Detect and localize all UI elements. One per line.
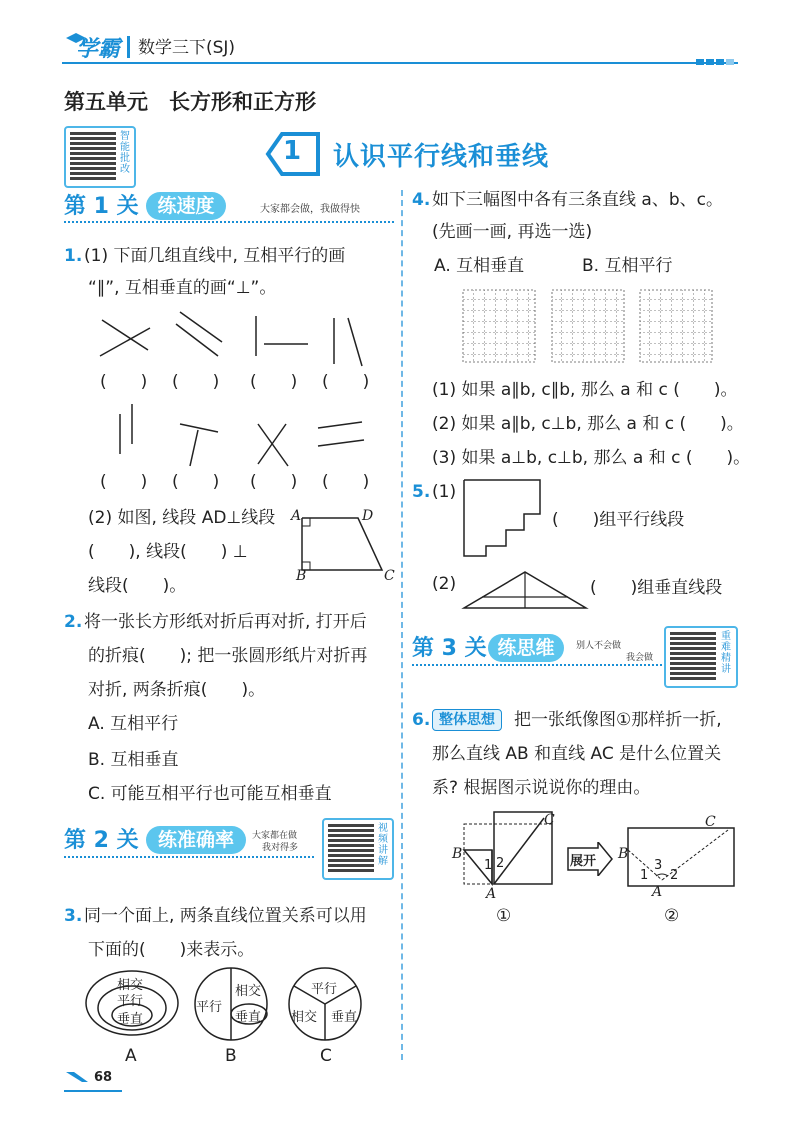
q3-line1: 同一个面上, 两条直线位置关系可以用 — [84, 906, 367, 926]
q1-fig6-line-a — [180, 424, 218, 432]
level-3-underline — [412, 664, 662, 666]
q3-number: 3. — [64, 906, 83, 926]
q3-a-word-2: 平行 — [117, 994, 144, 1009]
q4-number: 4. — [412, 190, 431, 210]
level-2-slogan-1: 大家都在做 — [252, 831, 298, 841]
q6-folded-figure — [448, 808, 558, 898]
q3-c-word-3: 垂直 — [331, 1010, 358, 1025]
q3-a-word-1: 相交 — [117, 978, 144, 993]
q6-number: 6. — [412, 710, 431, 730]
q4-item-2: (2) 如果 a∥b, c⊥b, 那么 a 和 c ( )。 — [432, 414, 744, 434]
q5-staircase-figure — [462, 478, 542, 558]
q1-answer-blank[interactable]: ( ) — [250, 472, 298, 492]
lesson-number: 1 — [283, 136, 302, 166]
label-A: A — [291, 508, 302, 524]
label-C: C — [384, 568, 395, 584]
q2-line3: 对折, 两条折痕( )。 — [88, 680, 266, 700]
level-2-slogan-2: 我对得多 — [262, 843, 299, 853]
q3-b-word-1: 平行 — [196, 1000, 223, 1015]
q1-number: 1. — [64, 246, 83, 266]
lesson-title: 认识平行线和垂线 — [333, 142, 550, 172]
q2-option-a[interactable]: A. 互相平行 — [88, 714, 179, 734]
grid-2[interactable] — [552, 290, 624, 362]
q2-option-b[interactable]: B. 互相垂直 — [88, 750, 179, 770]
q4-option-b[interactable]: B. 互相平行 — [582, 256, 673, 276]
q3-c-word-2: 相交 — [291, 1010, 318, 1025]
q1-line2: “∥”, 互相垂直的画“⊥”。 — [88, 278, 277, 298]
q1-fig8-line-a — [318, 422, 362, 428]
q3-line2: 下面的( )来表示。 — [88, 940, 255, 960]
label-B: B — [296, 568, 307, 584]
q4-item-1: (1) 如果 a∥b, c∥b, 那么 a 和 c ( )。 — [432, 380, 738, 400]
q6-fig1-angle-2: 2 — [496, 856, 505, 871]
q1-answer-blank[interactable]: ( ) — [250, 372, 298, 392]
level-1-pill: 练速度 — [146, 192, 226, 220]
q6-fig2-angle-2: 2 — [670, 868, 679, 883]
q1-fig8-line-b — [318, 440, 364, 446]
level-1-underline — [64, 221, 394, 223]
level-2-underline — [64, 856, 314, 858]
q3-option-b[interactable]: B — [225, 1046, 237, 1066]
q1-answer-blank[interactable]: ( ) — [100, 372, 148, 392]
qr-code-video[interactable] — [322, 818, 394, 880]
qr-pattern — [328, 824, 374, 872]
q1-fig4-line-b — [348, 318, 362, 366]
footer-rule — [64, 1090, 122, 1092]
qr-code-smart-grading[interactable] — [64, 126, 136, 188]
grid-3[interactable] — [640, 290, 712, 362]
q2-option-c[interactable]: C. 可能互相平行也可能互相垂直 — [88, 784, 332, 804]
q4-line2: (先画一画, 再选一选) — [432, 222, 593, 242]
q6-fig2-angle-1: 1 — [640, 868, 649, 883]
level-2-pill: 练准确率 — [146, 826, 246, 854]
brand-logo — [62, 30, 126, 60]
q2-line2: 的折痕( ); 把一张圆形纸片对折再 — [88, 646, 368, 666]
level-2-label: 第 2 关 — [64, 828, 139, 853]
q1-answer-blank[interactable]: ( ) — [322, 372, 370, 392]
q5-number: 5. — [412, 482, 431, 502]
q1-part2-line1: (2) 如图, 线段 AD⊥线段 — [88, 508, 276, 528]
q1-answer-blank[interactable]: ( ) — [172, 372, 220, 392]
q3-b-word-3: 垂直 — [235, 1010, 262, 1025]
q3-option-a[interactable]: A — [125, 1046, 137, 1066]
qr-pattern — [670, 632, 716, 680]
header-divider — [127, 36, 130, 58]
q6-figure-2-label: ② — [664, 906, 680, 926]
q4-option-a[interactable]: A. 互相垂直 — [434, 256, 525, 276]
brand-name: 学霸 — [76, 37, 121, 62]
pen-icon — [64, 1070, 92, 1086]
q6-fig2-label-A: A — [652, 884, 663, 900]
level-1-label: 第 1 关 — [64, 194, 139, 219]
level-1-slogan: 大家都会做，我做得快 — [260, 204, 360, 215]
q6-fig1-label-A: A — [486, 886, 497, 902]
qr-code-key-points[interactable] — [664, 626, 738, 688]
q2-number: 2. — [64, 612, 83, 632]
level-3-slogan-2: 我会做 — [626, 653, 654, 663]
header-rule — [62, 62, 738, 64]
label-D: D — [362, 508, 374, 524]
unit-title: 第五单元 长方形和正方形 — [64, 90, 316, 114]
q4-item-3: (3) 如果 a⊥b, c⊥b, 那么 a 和 c ( )。 — [432, 448, 751, 468]
q6-fig2-label-B: B — [618, 846, 629, 862]
qr-label: 重难精讲 — [721, 631, 731, 675]
q5-part2-label: (2) — [432, 574, 457, 594]
q6-figure-1-label: ① — [496, 906, 512, 926]
level-3-slogan-1: 别人不会做 — [576, 641, 622, 651]
q6-unfolded-figure — [620, 818, 740, 888]
q2-line1: 将一张长方形纸对折后再对折, 打开后 — [84, 612, 367, 632]
q1-answer-blank[interactable]: ( ) — [172, 472, 220, 492]
grid-1[interactable] — [463, 290, 535, 362]
q6-line2: 那么直线 AB 和直线 AC 是什么位置关 — [432, 744, 722, 764]
qr-label: 视频讲解 — [378, 823, 388, 867]
qr-label: 智能批改 — [120, 131, 130, 175]
q6-fig1-label-C: C — [544, 812, 555, 828]
q1-answer-blank[interactable]: ( ) — [322, 472, 370, 492]
q3-option-c[interactable]: C — [320, 1046, 332, 1066]
q3-b-word-2: 相交 — [235, 984, 262, 999]
q3-c-word-1: 平行 — [311, 982, 338, 997]
q6-badge: 整体思想 — [432, 709, 502, 731]
level-3-pill: 练思维 — [488, 634, 564, 662]
q6-fig1-label-B: B — [452, 846, 463, 862]
q5-part2-answer[interactable]: ( )组垂直线段 — [590, 578, 723, 598]
q3-a-word-3: 垂直 — [117, 1012, 144, 1027]
q1-fig2-line-a — [180, 312, 222, 342]
q6-fig2-angle-3: 3 — [654, 858, 663, 873]
q4-dotted-grids — [462, 288, 718, 364]
q1-answer-blank[interactable]: ( ) — [100, 472, 148, 492]
qr-pattern — [70, 132, 116, 180]
column-divider — [401, 190, 403, 1060]
book-title: 数学三下(SJ) — [138, 38, 236, 58]
page-number: 68 — [94, 1070, 113, 1085]
unfold-arrow-label: 展开 — [570, 854, 597, 869]
q6-line3: 系? 根据图示说说你的理由。 — [432, 778, 651, 798]
q5-triangle-figure — [460, 568, 590, 612]
q1-fig2-line-b — [176, 324, 218, 356]
q1-fig7-line-a — [258, 424, 288, 466]
q5-part1-label: (1) — [432, 482, 457, 502]
q1-part2-line2: ( ), 线段( ) ⊥ — [88, 542, 248, 562]
q1-fig1-line-a — [102, 320, 148, 350]
q1-fig1-line-b — [100, 328, 150, 356]
q1-fig6-line-b — [190, 430, 198, 466]
q1-part2-line3: 线段( )。 — [88, 576, 187, 596]
q6-line1: 把一张纸像图①那样折一折, — [514, 710, 722, 730]
q5-part1-answer[interactable]: ( )组平行线段 — [552, 510, 685, 530]
q6-fig2-label-C: C — [705, 814, 716, 830]
header-decoration — [696, 50, 734, 69]
q6-fig1-angle-1: 1 — [484, 858, 493, 873]
level-3-label: 第 3 关 — [412, 636, 487, 661]
q4-line1: 如下三幅图中各有三条直线 a、b、c。 — [432, 190, 723, 210]
q1-line1: (1) 下面几组直线中, 互相平行的画 — [84, 246, 346, 266]
